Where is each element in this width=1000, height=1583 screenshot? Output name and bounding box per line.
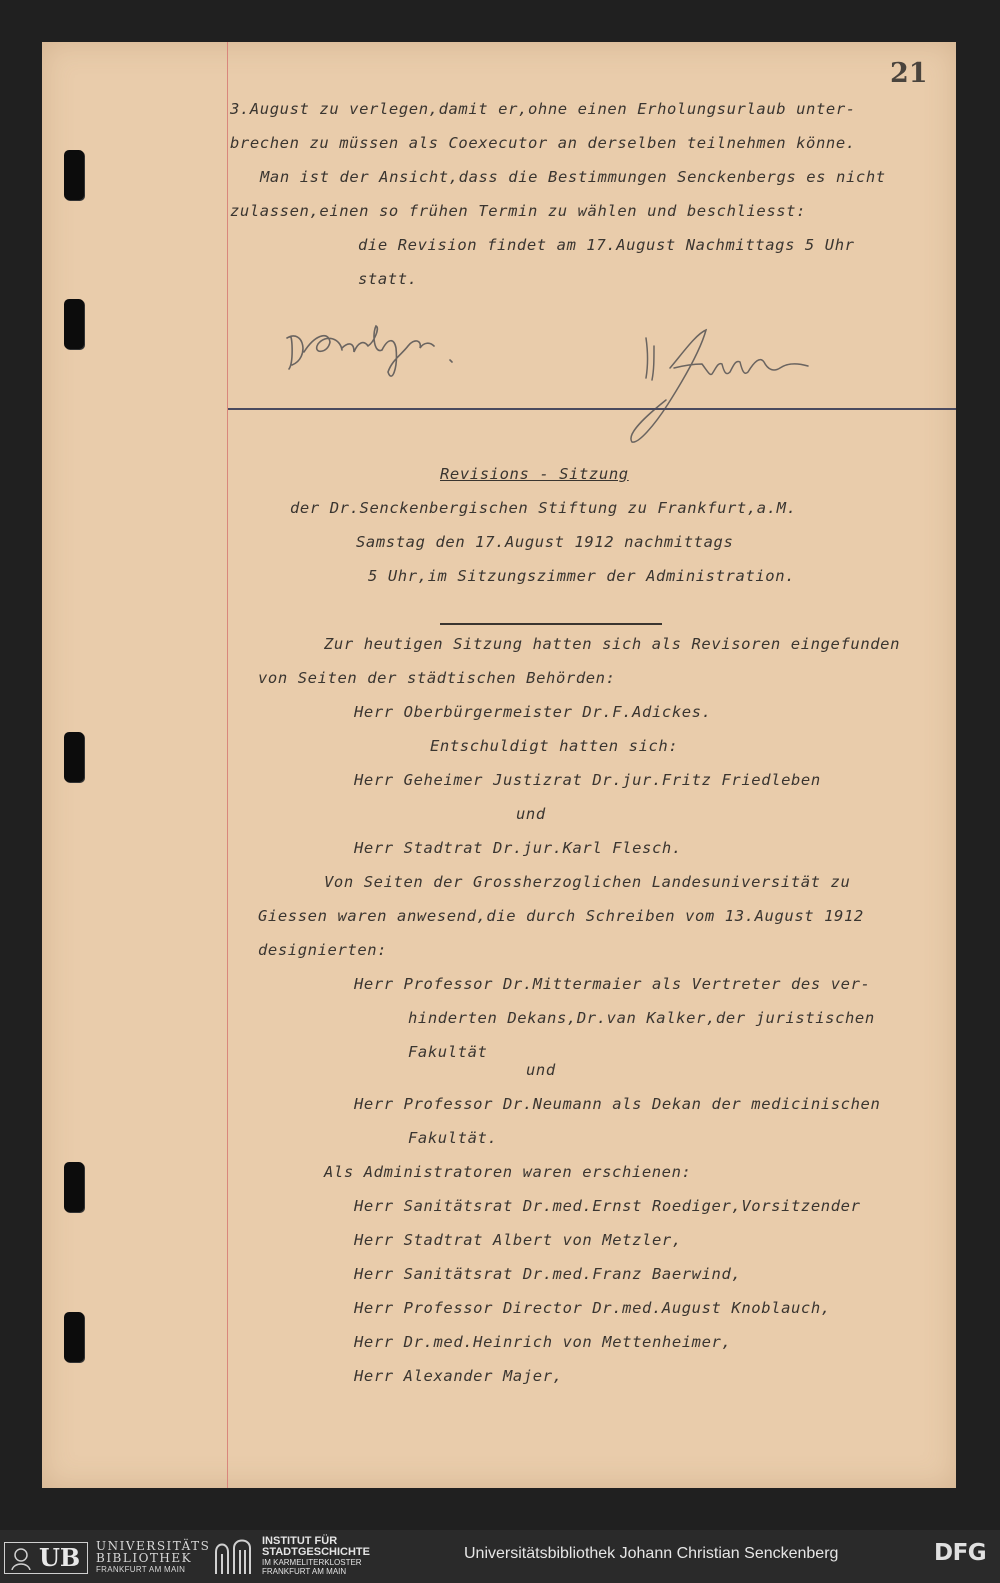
text-line: Herr Dr.med.Heinrich von Mettenheimer,	[354, 1333, 732, 1351]
punch-hole-icon	[64, 1312, 84, 1362]
ub-mark	[4, 1542, 88, 1574]
text-line: Herr Stadtrat Albert von Metzler,	[354, 1231, 682, 1249]
text-line: die Revision findet am 17.August Nachmittags 5 Uhr	[358, 236, 855, 254]
text-line: Zur heutigen Sitzung hatten sich als Revisoren eingefunden	[324, 635, 901, 653]
isg-line3: IM KARMELITERKLOSTER	[262, 1558, 362, 1567]
text-line: Herr Oberbürgermeister Dr.F.Adickes.	[354, 703, 712, 721]
isg-mark-icon	[214, 1538, 252, 1574]
ub-line2: BIBLIOTHEK	[96, 1551, 193, 1565]
isg-line2: STADTGESCHICHTE	[262, 1546, 370, 1558]
text-line: Als Administratoren waren erschienen:	[324, 1163, 692, 1181]
library-name[interactable]: Universitätsbibliothek Johann Christian Senckenberg	[464, 1545, 839, 1562]
ub-logo-icon[interactable]	[4, 1538, 211, 1578]
text-line: statt.	[358, 270, 418, 288]
text-line: Herr Sanitätsrat Dr.med.Franz Baerwind,	[354, 1265, 742, 1283]
isg-logo-icon[interactable]	[214, 1536, 404, 1578]
text-line: Von Seiten der Grossherzoglichen Landesuniversität zu	[324, 873, 851, 891]
text-line: 5 Uhr,im Sitzungszimmer der Administration.	[368, 567, 796, 585]
text-line: der Dr.Senckenbergischen Stiftung zu Frankfurt,a.M.	[290, 499, 797, 517]
text-line: Herr Geheimer Justizrat Dr.jur.Fritz Friedleben	[354, 771, 821, 789]
page-sheet	[42, 42, 956, 1488]
text-line: hinderten Dekans,Dr.van Kalker,der juristischen	[408, 1009, 875, 1027]
text-line: Samstag den 17.August 1912 nachmittags	[356, 533, 734, 551]
text-line: 3.August zu verlegen,damit er,ohne einen Erholungsurlaub unter-	[230, 100, 856, 118]
text-line: Herr Sanitätsrat Dr.med.Ernst Roediger,Vorsitzender	[354, 1197, 861, 1215]
text-line: Herr Stadtrat Dr.jur.Karl Flesch.	[354, 839, 682, 857]
isg-line4: FRANKFURT AM MAIN	[262, 1567, 347, 1576]
separator-line	[440, 623, 662, 625]
punch-hole-icon	[64, 1162, 84, 1212]
text-line: Entschuldigt hatten sich:	[430, 737, 679, 755]
text-line: brechen zu müssen als Coexecutor an derselben teilnehmen könne.	[230, 134, 856, 152]
signature-icon	[42, 42, 956, 462]
text-line: Man ist der Ansicht,dass die Bestimmungen Senckenbergs es nicht	[260, 168, 886, 186]
text-line: von Seiten der städtischen Behörden:	[258, 669, 616, 687]
text-line: Herr Professor Director Dr.med.August Knoblauch,	[354, 1299, 831, 1317]
text-line: und	[526, 1061, 556, 1079]
text-line: Fakultät.	[408, 1129, 498, 1147]
isg-line1: INSTITUT FÜR	[262, 1535, 338, 1547]
text-line: Herr Professor Dr.Neumann als Dekan der medicinischen	[354, 1095, 881, 1113]
text-line: Herr Professor Dr.Mittermaier als Vertreter des ver-	[354, 975, 871, 993]
portrait-icon	[9, 1546, 33, 1570]
section-divider	[228, 408, 956, 410]
page-number: 21	[890, 58, 928, 89]
footer-bar	[0, 1530, 1000, 1583]
punch-hole-icon	[64, 732, 84, 782]
ub-line3: FRANKFURT AM MAIN	[96, 1565, 186, 1574]
text-line: und	[516, 805, 546, 823]
isg-text	[262, 1536, 370, 1576]
dfg-logo-icon[interactable]: DFG	[934, 1540, 987, 1566]
ub-text	[96, 1539, 211, 1576]
text-line: Herr Alexander Majer,	[354, 1367, 563, 1385]
text-line: designierten:	[258, 941, 388, 959]
section-title: Revisions - Sitzung	[440, 465, 629, 483]
text-line: Giessen waren anwesend,die durch Schreiben vom 13.August 1912	[258, 907, 864, 925]
text-line: zulassen,einen so frühen Termin zu wählen und beschliesst:	[230, 202, 807, 220]
ub-mark-text: UB	[39, 1543, 81, 1572]
ub-line1: UNIVERSITÄTS	[96, 1539, 211, 1553]
text-line: Fakultät	[408, 1043, 488, 1061]
